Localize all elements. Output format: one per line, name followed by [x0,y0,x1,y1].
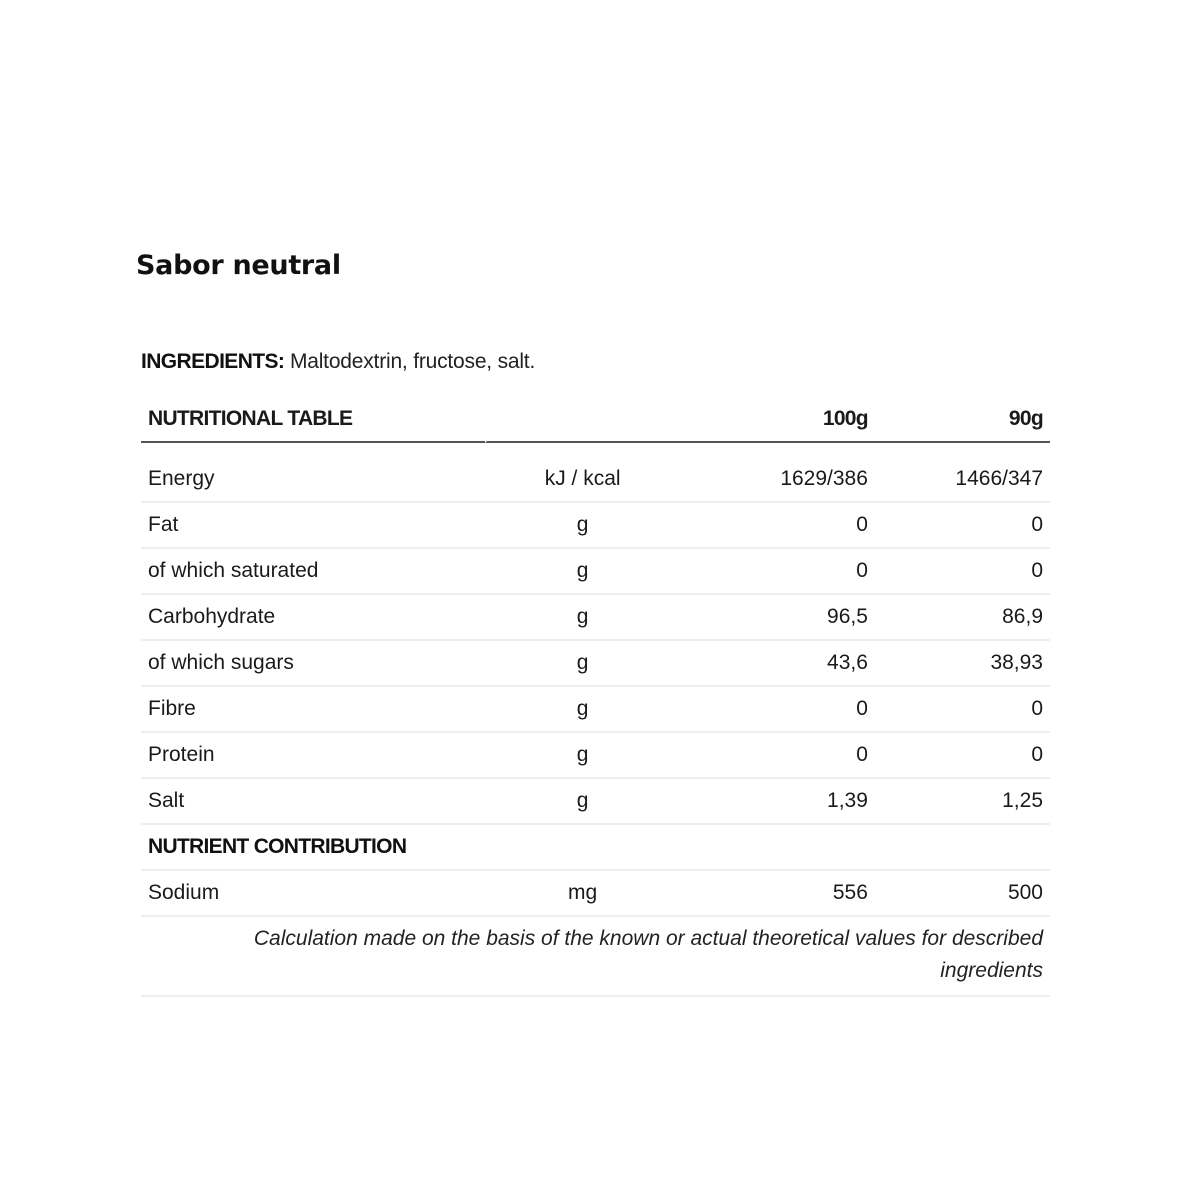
value-per-90g: 1,25 [875,779,1050,825]
table-row-saturated [141,549,1050,595]
value-per-90g: 0 [875,733,1050,779]
table-header-row [141,397,1050,443]
ingredients-label: INGREDIENTS: [141,350,285,373]
header-per-90g: 90g [875,397,1050,443]
value-per-100g: 0 [680,549,875,595]
value-per-90g: 86,9 [875,595,1050,641]
empty-cell [485,825,680,871]
empty-cell [875,825,1050,871]
value-per-100g: 96,5 [680,595,875,641]
nutrient-unit: g [485,733,680,779]
nutrient-name: Protein [141,733,485,779]
table-row-carbohydrate [141,595,1050,641]
table-row-fat [141,503,1050,549]
value-per-90g: 1466/347 [875,457,1050,503]
ingredients-line [141,350,535,374]
nutrient-unit: g [485,687,680,733]
nutrient-unit: g [485,503,680,549]
table-row-fibre [141,687,1050,733]
header-per-100g: 100g [680,397,875,443]
nutrient-name: Energy [141,457,485,503]
nutrient-name: of which sugars [141,641,485,687]
value-per-90g: 38,93 [875,641,1050,687]
value-per-90g: 0 [875,503,1050,549]
value-per-100g: 0 [680,733,875,779]
table-row-protein [141,733,1050,779]
value-per-100g: 0 [680,503,875,549]
nutrient-unit: mg [485,871,680,917]
nutritional-table [141,397,1050,997]
table-row-sugars [141,641,1050,687]
section-nutrient-contribution [141,825,1050,871]
nutrient-name: Salt [141,779,485,825]
nutrient-name: of which saturated [141,549,485,595]
nutrient-name: Fibre [141,687,485,733]
value-per-90g: 500 [875,871,1050,917]
table-row-energy [141,457,1050,503]
nutrient-unit: g [485,641,680,687]
nutrient-unit: g [485,779,680,825]
empty-cell [680,825,875,871]
value-per-100g: 556 [680,871,875,917]
nutrient-unit: g [485,595,680,641]
value-per-100g: 1629/386 [680,457,875,503]
nutrient-name: Carbohydrate [141,595,485,641]
spacer-cell [141,443,1050,457]
table-row-salt [141,779,1050,825]
value-per-90g: 0 [875,549,1050,595]
table-note-cell [141,917,1050,997]
value-per-100g: 1,39 [680,779,875,825]
header-unit [485,397,680,443]
nutrient-unit: kJ / kcal [485,457,680,503]
section-title: NUTRIENT CONTRIBUTION [141,825,485,871]
table-row-sodium [141,871,1050,917]
nutrient-name: Sodium [141,871,485,917]
value-per-90g: 0 [875,687,1050,733]
ingredients-text: Maltodextrin, fructose, salt. [284,350,536,373]
table-title: NUTRITIONAL TABLE [141,397,485,443]
nutrient-unit: g [485,549,680,595]
table-note-row [141,917,1050,997]
value-per-100g: 0 [680,687,875,733]
spacer-row [141,443,1050,457]
calculation-note: Calculation made on the basis of the known or actual theoretical values for described ingredients [253,927,1043,982]
nutrient-name: Fat [141,503,485,549]
page-title: Sabor neutral [136,250,341,281]
value-per-100g: 43,6 [680,641,875,687]
